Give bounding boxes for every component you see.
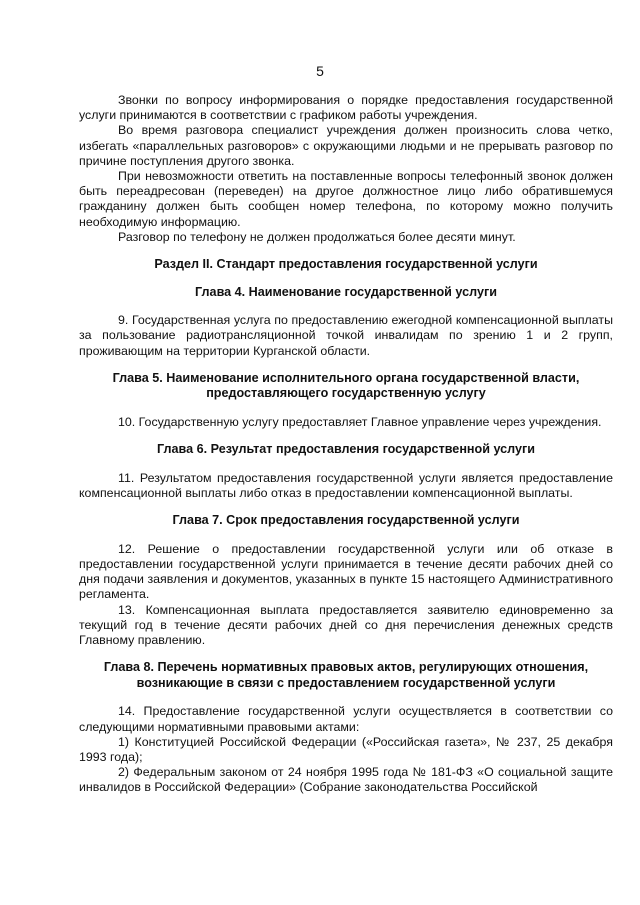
paragraph-list-item-2: 2) Федеральным законом от 24 ноября 1995 года № 181-ФЗ «О социальной защите инвалидов в Российской Федерации» (Собрание законодательства Российской [79,765,613,795]
chapter-4-heading: Глава 4. Наименование государственной услуги [195,284,497,299]
page-number: 5 [316,63,324,79]
paragraph-call-duration: Разговор по телефону не должен продолжаться более десяти минут. [118,229,516,244]
paragraph-item-13: 13. Компенсационная выплата предоставляется заявителю единовременно за текущий год в течение десяти рабочих дней со дня перечисления денежных средств Главному правлению. [79,602,613,648]
paragraph-item-11: 11. Результатом предоставления государственной услуги является предоставление компенсационной выплаты либо отказ в предоставлении компенсационной выплаты. [79,470,613,501]
paragraph-call-schedule: Звонки по вопросу информирования о порядке предоставления государственной услуги принимаются в соответствии с графиком работы учреждения. [79,93,613,123]
paragraph-item-14: 14. Предоставление государственной услуги осуществляется в соответствии со следующими нормативными правовыми актами: [79,704,613,734]
chapter-7-heading: Глава 7. Срок предоставления государственной услуги [172,513,520,528]
paragraph-item-12: 12. Решение о предоставлении государственной услуги или об отказе в предоставлении государственной услуги принимается в течение десяти рабочих дней со дня подачи заявления и документов, указанных в пункте 15 настоящего Административного регламента. [79,541,613,602]
chapter-6-heading: Глава 6. Результат предоставления государственной услуги [157,442,535,457]
chapter-8-heading-line-2: возникающие в связи с предоставлением государственной услуги [136,675,556,690]
chapter-8-heading-line-1: Глава 8. Перечень нормативных правовых актов, регулирующих отношения, [103,660,589,675]
paragraph-list-item-1: 1) Конституцией Российской Федерации («Российская газета», № 237, 25 декабря 1993 года); [79,734,613,765]
paragraph-conversation-rules: Во время разговора специалист учреждения должен произносить слова четко, избегать «параллельных разговоров» с окружающими людьми и не прерывать разговор по причине поступления другого звонка. [79,123,613,168]
paragraph-item-9: 9. Государственная услуга по предоставлению ежегодной компенсационной выплаты за пользование радиотрансляционной точкой инвалидам по зрению 1 и 2 групп, проживающим на территории Курганской области. [79,313,613,358]
chapter-5-heading-line-2: предоставляющего государственную услугу [206,386,486,401]
paragraph-item-10: 10. Государственную услугу предоставляет Главное управление через учреждения. [118,415,602,430]
chapter-5-heading-line-1: Глава 5. Наименование исполнительного органа государственной власти, [112,370,580,385]
section-2-heading: Раздел II. Стандарт предоставления государственной услуги [154,257,538,272]
paragraph-call-redirect: При невозможности ответить на поставленные вопросы телефонный звонок должен быть переадресован (переведен) на другое должностное лицо либо обратившемуся гражданину должен быть сообщен номер телефона, по которому можно получить необходимую информацию. [79,169,613,229]
document-body [79,93,613,796]
